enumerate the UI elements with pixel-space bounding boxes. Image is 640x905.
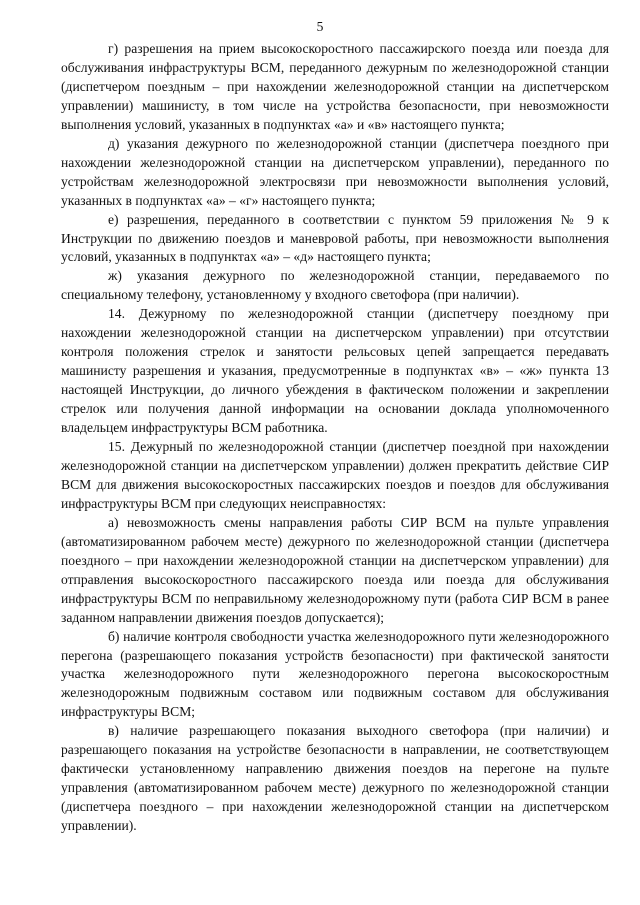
paragraph-14: 14. Дежурному по железнодорожной станции (диспетчеру поездному при нахождении железнодорожной станции на диспетчерском управлении) при отсутствии контроля положения стрелок и занятости рельсовых цепей запрещается передавать машинисту разрешения и указания, предусмотренные в подпунктах «в» – «ж» пункта 13 настоящей Инструкции, до личного убеждения в фактическом положении и закреплении стрелок или получения данной информации на основании доклада уполномоченного владельцем инфраструктуры ВСМ работника. bbox=[61, 306, 609, 436]
paragraph-13d: д) указания дежурного по железнодорожной станции (диспетчера поездного при нахождении железнодорожной станции на диспетчерском управлении), переданного по устройствам железнодорожной электросвязи при невозможности выполнения условий, указанных в подпунктах «а» – «г» настоящего пункта; bbox=[61, 135, 609, 208]
paragraph-15: 15. Дежурный по железнодорожной станции (диспетчер поездной при нахождении железнодорожной станции на диспетчерском управлении) должен прекратить действие СИР ВСМ для движения высокоскоростных пассажирских поездов и поездов для обслуживания инфраструктуры ВСМ при следующих неисправностях: bbox=[61, 439, 609, 511]
paragraph-13e: е) разрешения, переданного в соответствии с пунктом 59 приложения № 9 к Инструкции по движению поездов и маневровой работы, при невозможности выполнения условий, указанных в подпунктах «а» – «д» настоящего пункта; bbox=[61, 211, 609, 265]
document-body bbox=[61, 40, 609, 836]
paragraph-15b: б) наличие контроля свободности участка железнодорожного пути железнодорожного перегона (разрешающего показания устройств безопасности) при фактической занятости участка железнодорожного пути железнодорожного перегона высокоскоростным железнодорожным подвижным составом или подвижным составом для обслуживания инфраструктуры ВСМ; bbox=[61, 628, 609, 720]
paragraph-13g: г) разрешения на прием высокоскоростного пассажирского поезда или поезда для обслуживания инфраструктуры ВСМ, переданного дежурным по железнодорожной станции (диспетчером поездным – при нахождении железнодорожной станции на диспетчерском управлении) машинисту, в том числе на устройства безопасности, при невозможности выполнения условий, указанных в подпунктах «а» и «в» настоящего пункта; bbox=[61, 41, 609, 132]
paragraph-15v: в) наличие разрешающего показания выходного светофора (при наличии) и разрешающего показания на устройстве безопасности в направлении, не соответствующем фактически установленному направлению движения поездов на перегоне на пульте управления (автоматизированном рабочем месте) дежурного по железнодорожной станции (диспетчера поездного – при нахождении железнодорожной станции на диспетчерском управлении). bbox=[61, 723, 609, 834]
paragraph-15a: а) невозможность смены направления работы СИР ВСМ на пульте управления (автоматизированном рабочем месте) дежурного по железнодорожной станции (диспетчера поездного – при нахождении железнодорожной станции на диспетчерском управлении) для отправления высокоскоростного пассажирского поезда или поезда для обслуживания инфраструктуры ВСМ по неправильному железнодорожному пути (работа СИР ВСМ в ранее заданном направлении движения поездов допускается); bbox=[61, 514, 609, 625]
page-number: 5 bbox=[316, 19, 324, 34]
paragraph-13zh: ж) указания дежурного по железнодорожной станции, передаваемого по специальному телефону, установленному у входного светофора (при наличии). bbox=[61, 268, 609, 303]
